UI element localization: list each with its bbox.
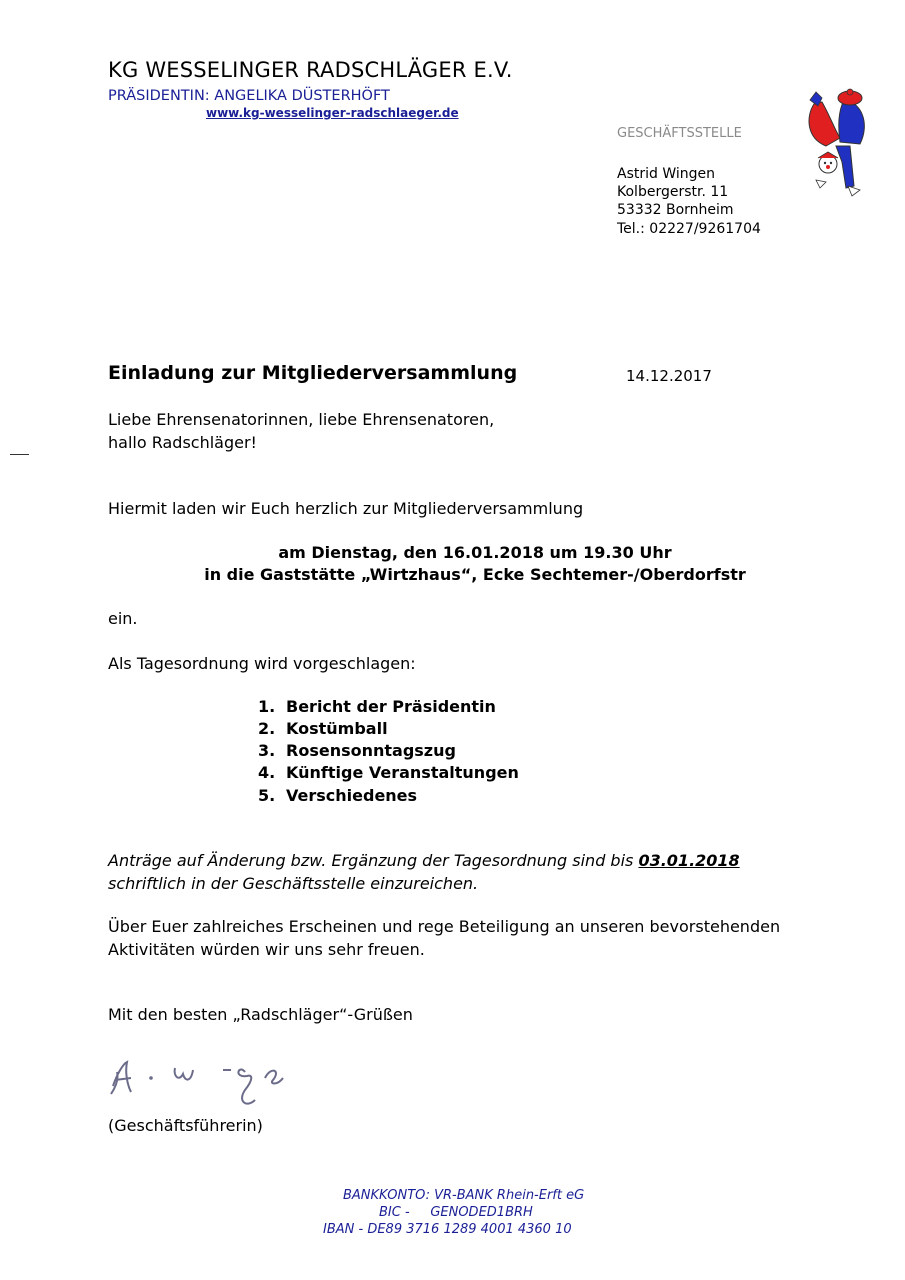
- website-link[interactable]: www.kg-wesselinger-radschlaeger.de: [206, 106, 459, 120]
- letter-subject: Einladung zur Mitgliederversammlung: [108, 362, 518, 384]
- office-phone: Tel.: 02227/9261704: [617, 221, 761, 237]
- regards: Mit den besten „Radschläger“-Grüßen: [108, 1005, 413, 1024]
- agenda-intro: Als Tagesordnung wird vorgeschlagen:: [108, 654, 416, 673]
- president-line: PRÄSIDENTIN: ANGELIKA DÜSTERHÖFT: [108, 88, 390, 104]
- intro-text: Hiermit laden wir Euch herzlich zur Mitgliederversammlung: [108, 499, 584, 518]
- agenda-item: 2. Kostümball: [258, 719, 388, 738]
- signer-role: (Geschäftsführerin): [108, 1116, 263, 1135]
- bank-account: BANKKONTO: VR-BANK Rhein-Erft eG: [343, 1188, 585, 1203]
- greeting-line-1: Liebe Ehrensenatorinnen, liebe Ehrensenatoren,: [108, 410, 495, 429]
- event-location: in die Gaststätte „Wirtzhaus“, Ecke Sechtemer-/Oberdorfstr: [204, 565, 746, 584]
- office-street: Kolbergerstr. 11: [617, 184, 729, 200]
- agenda-item: 5. Verschiedenes: [258, 786, 418, 805]
- fold-mark: [10, 454, 29, 455]
- bank-iban: IBAN - DE89 3716 1289 4001 4360 10: [323, 1222, 572, 1237]
- handwritten-signature: [105, 1050, 305, 1114]
- closing-line-2: Aktivitäten würden wir uns sehr freuen.: [108, 940, 425, 959]
- cartwheeler-mascot-logo: [800, 86, 880, 204]
- office-heading: GESCHÄFTSSTELLE: [617, 126, 742, 141]
- bank-bic: BIC - GENODED1BRH: [379, 1205, 533, 1220]
- office-name: Astrid Wingen: [617, 166, 716, 182]
- office-city: 53332 Bornheim: [617, 202, 734, 218]
- org-name: KG WESSELINGER RADSCHLÄGER E.V.: [108, 58, 513, 82]
- closing-line-1: Über Euer zahlreiches Erscheinen und rege Beteiligung an unseren bevorstehenden: [108, 917, 781, 936]
- letter-date: 14.12.2017: [626, 367, 712, 385]
- ein-text: ein.: [108, 609, 138, 628]
- deadline-date: 03.01.2018: [638, 851, 740, 870]
- event-date: am Dienstag, den 16.01.2018 um 19.30 Uhr: [278, 543, 672, 562]
- motions-deadline-text: Anträge auf Änderung bzw. Ergänzung der Tagesordnung sind bis 03.01.2018: [108, 851, 740, 870]
- agenda-item: 4. Künftige Veranstaltungen: [258, 763, 519, 782]
- greeting-line-2: hallo Radschläger!: [108, 433, 257, 452]
- agenda-item: 1. Bericht der Präsidentin: [258, 697, 496, 716]
- agenda-item: 3. Rosensonntagszug: [258, 741, 456, 760]
- motions-instruction: schriftlich in der Geschäftsstelle einzureichen.: [108, 874, 479, 893]
